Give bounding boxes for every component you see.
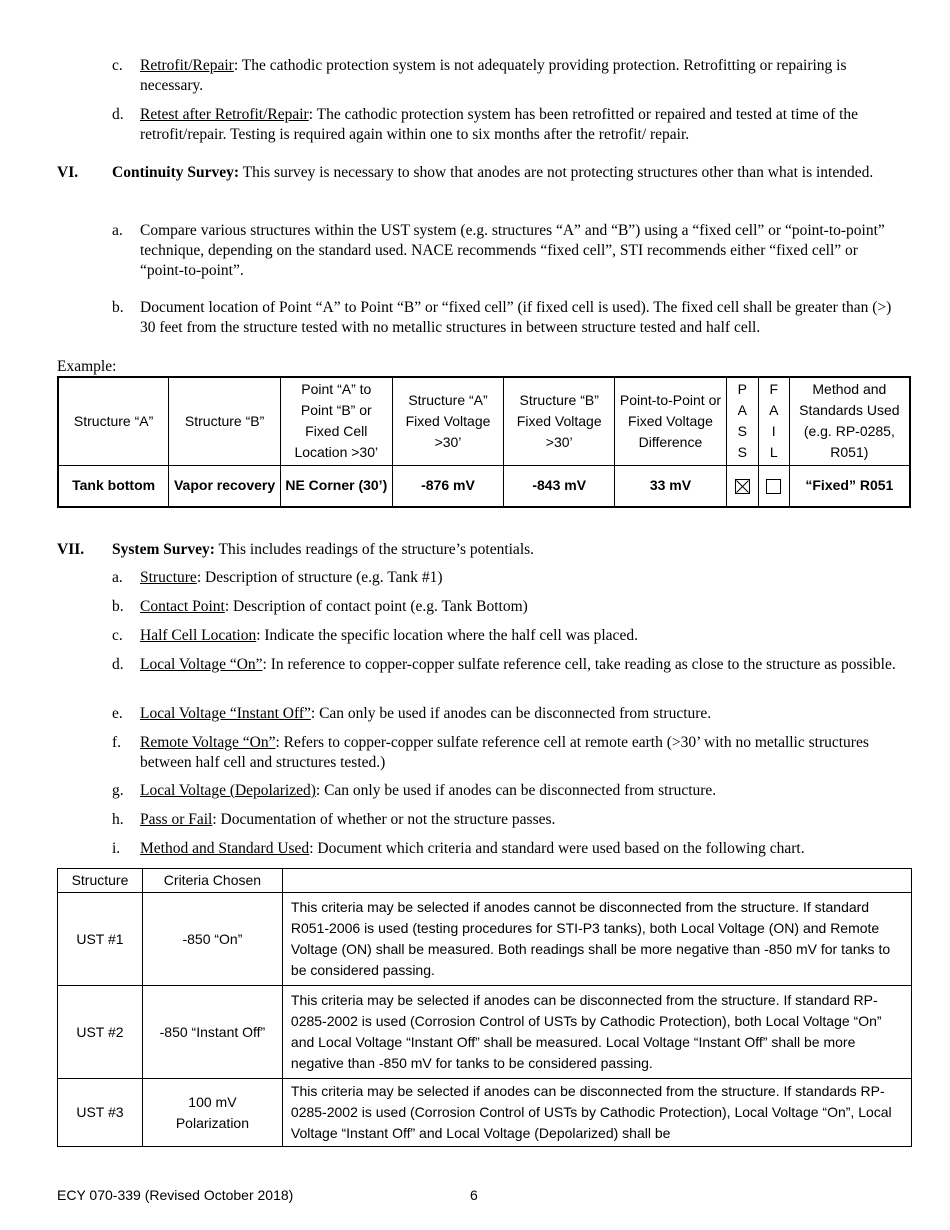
- term: Pass or Fail: [140, 811, 213, 828]
- list-item-local-voltage-on: [112, 655, 902, 675]
- table-cell-pass: [726, 465, 758, 507]
- item-text: Document location of Point “A” to Point “B” or “fixed cell” (if fixed cell is used). The fixed cell shall be greater than (>) 30 feet from the structure tested with no metallic structures in between structure tested and half cell.: [140, 299, 892, 336]
- section-numeral: VI.: [57, 164, 79, 181]
- list-marker: g.: [112, 782, 124, 799]
- section-continuity-survey: [112, 163, 902, 183]
- item-text: : Document which criteria and standard were used based on the following chart.: [309, 840, 805, 857]
- pass-letter: P: [737, 381, 747, 398]
- criteria-cell: 100 mV Polarization: [142, 1079, 282, 1147]
- footer-doc-id: ECY 070-339 (Revised October 2018): [57, 1187, 294, 1203]
- header-cell: Structure: [58, 869, 143, 893]
- fail-letter: I: [771, 423, 776, 440]
- list-marker: b.: [112, 299, 124, 316]
- list-item-structure: [112, 568, 902, 588]
- table-cell: -876 mV: [392, 465, 504, 507]
- header-cell: Structure “B”: [169, 377, 281, 465]
- table-cell: “Fixed” R051: [789, 465, 910, 507]
- term: Half Cell Location: [140, 627, 257, 644]
- term: Retest after Retrofit/Repair: [140, 106, 309, 123]
- criteria-cell: -850 “Instant Off”: [142, 986, 282, 1079]
- section-title: System Survey:: [112, 541, 215, 558]
- term: Local Voltage “On”: [140, 656, 263, 673]
- list-marker: e.: [112, 705, 123, 722]
- item-text: : The cathodic protection system is not adequately providing protection. Retrofitting or repairing is necessary.: [140, 57, 847, 94]
- header-cell: Point “A” to Point “B” or Fixed Cell Location >30’: [280, 377, 392, 465]
- list-item-method-standard: [112, 839, 902, 859]
- item-text: : The cathodic protection system has been retrofitted or repaired and tested at time of the retrofit/repair. Testing is required again within one to six months after the retrofit/ repair.: [140, 106, 859, 143]
- item-text: : Description of structure (e.g. Tank #1): [196, 569, 443, 586]
- header-cell-fail: [758, 377, 789, 465]
- header-cell: Point-to-Point or Fixed Voltage Difference: [615, 377, 727, 465]
- table-cell: Tank bottom: [58, 465, 169, 507]
- term: Local Voltage “Instant Off”: [140, 705, 311, 722]
- table-cell: -843 mV: [504, 465, 615, 507]
- list-marker: d.: [112, 656, 124, 673]
- fail-letter: L: [769, 444, 778, 461]
- term: Contact Point: [140, 598, 225, 615]
- description-cell: This criteria may be selected if anodes can be disconnected from the structure. If standards RP-0285-2002 is used (Corrosion Control of USTs by Cathodic Protection), Local Voltage “On”, Local Voltage “Instant Off” and Local Voltage (Depolarized) shall be: [282, 1079, 911, 1147]
- list-marker: b.: [112, 598, 124, 615]
- section-system-survey: [112, 540, 902, 560]
- header-cell: Structure “A” Fixed Voltage >30’: [392, 377, 504, 465]
- table-cell: NE Corner (30’): [280, 465, 392, 507]
- structure-cell: UST #2: [58, 986, 143, 1079]
- list-item-pass-or-fail: [112, 810, 902, 830]
- table-row: [58, 986, 912, 1079]
- structure-cell: UST #3: [58, 1079, 143, 1147]
- pass-letter: A: [737, 402, 747, 419]
- footer-page-number: 6: [470, 1187, 478, 1203]
- list-item-remote-voltage-on: [112, 733, 902, 773]
- header-cell-pass: [726, 377, 758, 465]
- table-row: [58, 465, 910, 507]
- pass-letter: S: [737, 444, 747, 461]
- item-text: : Can only be used if anodes can be disconnected from structure.: [310, 705, 712, 722]
- list-marker: i.: [112, 840, 121, 857]
- pass-letter: S: [737, 423, 747, 440]
- item-text: : Indicate the specific location where the half cell was placed.: [256, 627, 638, 644]
- table-cell: 33 mV: [615, 465, 727, 507]
- header-cell: Structure “A”: [58, 377, 169, 465]
- item-text: : Description of contact point (e.g. Tank Bottom): [224, 598, 528, 615]
- section-text: This survey is necessary to show that anodes are not protecting structures other than what is intended.: [239, 164, 874, 181]
- example-table: [57, 376, 911, 508]
- list-item-half-cell-location: [112, 626, 902, 646]
- table-header-row: [58, 869, 912, 893]
- pass-checkbox-checked[interactable]: [735, 479, 750, 494]
- list-item-contact-point: [112, 597, 902, 617]
- table-cell-fail: [758, 465, 789, 507]
- description-cell: This criteria may be selected if anodes can be disconnected from the structure. If standard RP-0285-2002 is used (Corrosion Control of USTs by Cathodic Protection), both Local Voltage “On” and Local Voltage “Instant Off” shall be measured. Local Voltage “Instant Off” shall be more negative than -850 mV for tanks to be considered passing.: [282, 986, 911, 1079]
- term: Retrofit/Repair: [140, 57, 234, 74]
- list-marker: c.: [112, 627, 123, 644]
- header-cell: Structure “B” Fixed Voltage >30’: [504, 377, 615, 465]
- item-text: : Documentation of whether or not the structure passes.: [212, 811, 556, 828]
- list-item-compare-structures: [112, 221, 902, 281]
- list-marker: d.: [112, 106, 124, 123]
- list-marker: c.: [112, 57, 123, 74]
- list-item-retrofit-repair: [112, 56, 902, 96]
- term: Method and Standard Used: [140, 840, 310, 857]
- list-item-retest: [112, 105, 902, 145]
- list-item-document-location: [112, 298, 902, 338]
- list-item-local-voltage-depolarized: [112, 781, 902, 801]
- table-row: [58, 893, 912, 986]
- item-text: : Refers to copper-copper sulfate reference cell at remote earth (>30’ with no metallic structures between half cell and structures tested.): [140, 734, 869, 771]
- header-cell: Criteria Chosen: [142, 869, 282, 893]
- criteria-cell: -850 “On”: [142, 893, 282, 986]
- criteria-table: [57, 868, 912, 1147]
- table-row: [58, 1079, 912, 1147]
- section-text: This includes readings of the structure’s potentials.: [214, 541, 535, 558]
- table-cell: Vapor recovery: [169, 465, 281, 507]
- section-numeral: VII.: [57, 541, 85, 558]
- fail-letter: A: [769, 402, 779, 419]
- fail-letter: F: [769, 381, 779, 398]
- table-header-row: [58, 377, 910, 465]
- structure-cell: UST #1: [58, 893, 143, 986]
- example-label: Example:: [57, 358, 117, 375]
- list-marker: h.: [112, 811, 124, 828]
- item-text: : Can only be used if anodes can be disconnected from structure.: [315, 782, 717, 799]
- list-item-local-voltage-instant-off: [112, 704, 902, 724]
- header-cell: Method and Standards Used (e.g. RP-0285, R051): [789, 377, 910, 465]
- section-title: Continuity Survey:: [112, 164, 240, 181]
- fail-checkbox[interactable]: [766, 479, 781, 494]
- list-marker: a.: [112, 569, 123, 586]
- list-marker: f.: [112, 734, 122, 751]
- term: Local Voltage (Depolarized): [140, 782, 316, 799]
- header-cell: [282, 869, 911, 893]
- list-marker: a.: [112, 222, 123, 239]
- term: Remote Voltage “On”: [140, 734, 276, 751]
- item-text: Compare various structures within the UST system (e.g. structures “A” and “B”) using a “fixed cell” or “point-to-point” technique, depending on the standard used. NACE recommends “fixed cell”, STI recommends either “fixed cell” or “point-to-point”.: [140, 222, 885, 279]
- description-cell: This criteria may be selected if anodes cannot be disconnected from the structure. If standard R051-2006 is used (testing procedures for STI-P3 tanks), both Local Voltage (ON) and Remote Voltage (ON) shall be measured. Both readings shall be more negative than -850 mV for tanks to be considered passing.: [282, 893, 911, 986]
- term: Structure: [140, 569, 197, 586]
- item-text: : In reference to copper-copper sulfate reference cell, take reading as close to the structure as possible.: [262, 656, 896, 673]
